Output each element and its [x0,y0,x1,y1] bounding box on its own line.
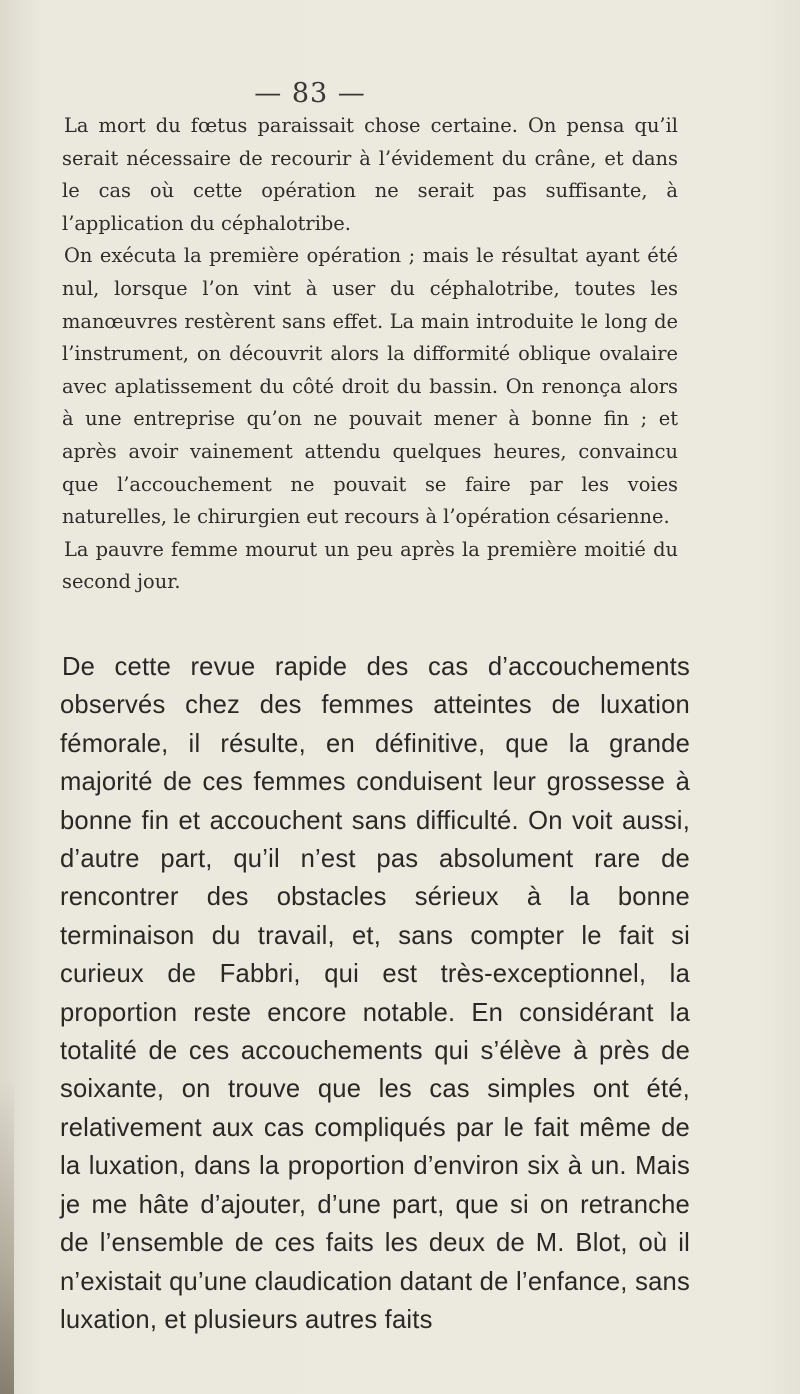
page-number: — 83 — [254,78,366,109]
paragraph-operation: On exécuta la première opération ; mais le résultat ayant été nul, lorsque l’on vint à user du céphalotribe, toutes les manœuvres restèrent sans effet. La main introduite le long de l’instrument, on découvrit alors la difformité oblique ovalaire avec aplatissement du côté droit du bassin. On renonça alors à une entreprise qu’on ne pouvait mener à bonne fin ; et après avoir vainement attendu quelques heures, convaincu que l’accouchement ne pouvait se faire par les voies naturelles, le chirurgien eut recours à l’opération césarienne. [62,244,678,529]
paragraph-conclusion: De cette revue rapide des cas d’accouchements observés chez des femmes atteintes de luxation fémorale, il résulte, en définitive, que la grande majorité de ces femmes conduisent leur grossesse à bonne fin et accouchent sans difficulté. On voit aussi, d’autre part, qu’il n’est pas absolument rare de rencontrer des obstacles sérieux à la bonne terminaison du travail, et, sans compter le fait si curieux de Fabbri, qui est très-exceptionnel, la proportion reste encore notable. En considérant la totalité de ces accouchements qui s’élève à près de soixante, on trouve que les cas simples ont été, relativement aux cas compliqués par le fait même de la luxation, dans la proportion d’environ six à un. Mais je me hâte d’ajouter, d’une part, que si on retranche de l’ensemble de ces faits les deux de M. Blot, où il n’existait qu’une claudication datant de l’enfance, sans luxation, et plusieurs autres faits [60,653,690,1334]
binding-shadow [0,1080,14,1394]
lower-text-block [60,648,690,1339]
paragraph-outcome: La pauvre femme mourut un peu après la première moitié du second jour. [62,537,678,594]
upper-text-block [62,110,678,599]
paragraph-fetus-death: La mort du fœtus paraissait chose certaine. On pensa qu’il serait nécessaire de recourir à l’évidement du crâne, et dans le cas où cette opération ne serait pas suffisante, à l’application du céphalotribe. [62,114,678,235]
